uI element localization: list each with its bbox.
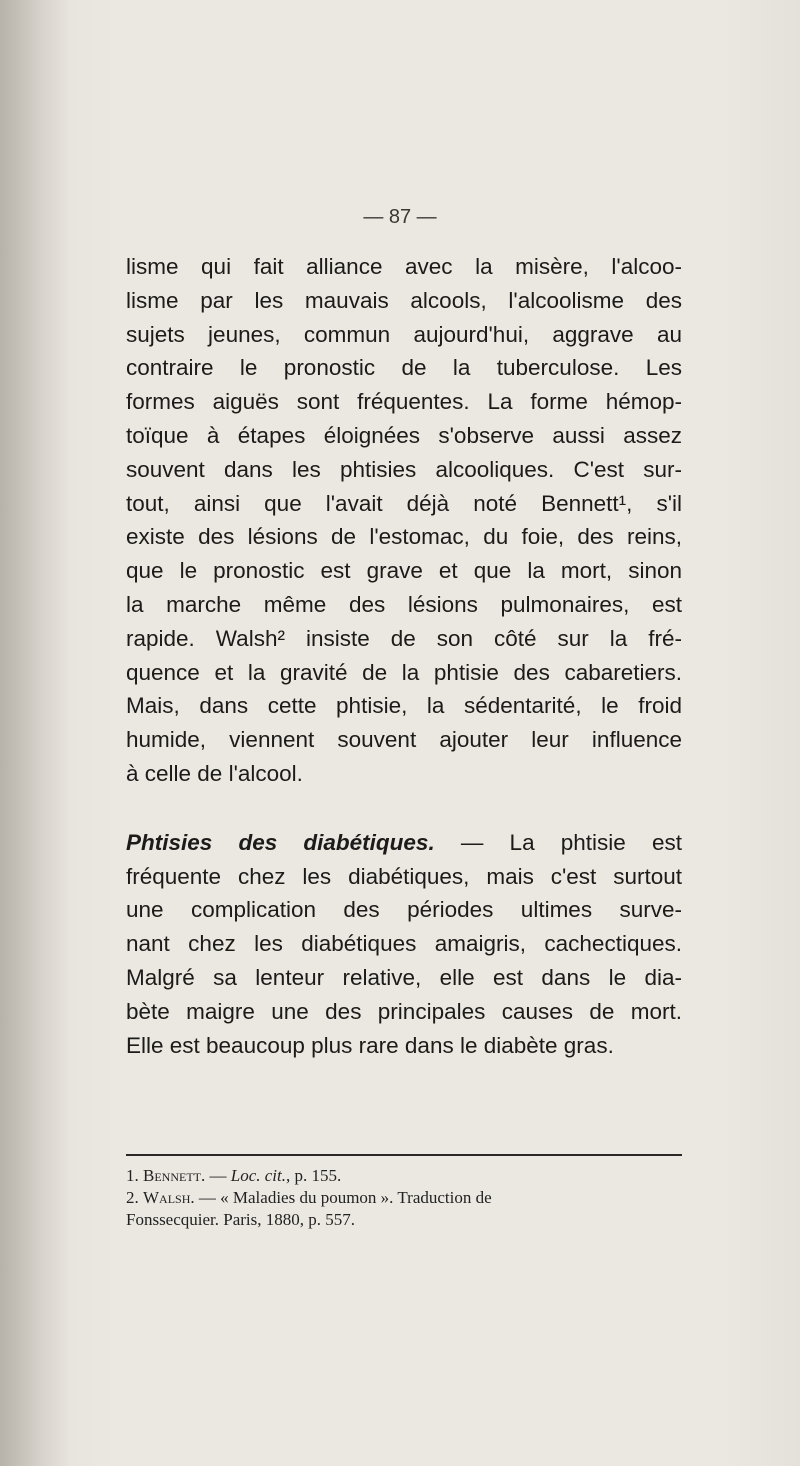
footnote-text: —: [205, 1166, 231, 1185]
text-line: à celle de l'alcool.: [126, 760, 303, 786]
footnotes: [126, 1165, 686, 1231]
footnote-text: , p. 155.: [286, 1166, 342, 1185]
paragraph-gap: [126, 791, 682, 826]
text-line: tout, ainsi que l'avait déjà noté Bennett¹, s'il: [126, 490, 682, 516]
text-line: rapide. Walsh² insiste de son côté sur la fré-: [126, 625, 682, 651]
text-line: la marche même des lésions pulmonaires, est: [126, 591, 682, 617]
footnote-number: 2.: [126, 1188, 139, 1207]
text-line: existe des lésions de l'estomac, du foie, des reins,: [126, 524, 682, 550]
text-line: contraire le pronostic de la tuberculose. Les: [126, 355, 682, 381]
text-line: toïque à étapes éloignées s'observe aussi assez: [126, 422, 682, 448]
footnote-rule: [126, 1154, 682, 1156]
text-line: formes aiguës sont fréquentes. La forme hémop-: [126, 389, 682, 415]
page-number: — 87 —: [363, 206, 437, 228]
text-line: que le pronostic est grave et que la mort, sinon: [126, 558, 682, 584]
footnote-author: Bennett.: [143, 1166, 206, 1185]
footnote-2: [126, 1187, 686, 1209]
text-line: fréquente chez les diabétiques, mais c'est surtout: [126, 863, 682, 889]
text-line: souvent dans les phtisies alcooliques. C'est sur-: [126, 456, 682, 482]
text-fragment: — La phtisie est: [434, 829, 682, 855]
footnote-number: 1.: [126, 1166, 139, 1185]
text-line: lisme par les mauvais alcools, l'alcoolisme des: [126, 287, 682, 313]
section-heading: Phtisies des diabétiques.: [126, 829, 435, 855]
text-line: quence et la gravité de la phtisie des cabaretiers.: [126, 659, 682, 685]
paragraph-diabetics: [126, 826, 682, 1063]
text-line-with-heading: [126, 826, 682, 860]
text-line: lisme qui fait alliance avec la misère, l'alcoo-: [126, 254, 682, 279]
footnote-1: [126, 1165, 686, 1187]
footnote-text: — « Maladies du poumon ». Traduction de: [194, 1188, 492, 1207]
text-line: bète maigre une des principales causes de mort.: [126, 998, 682, 1024]
paragraph-alcoholism: [126, 250, 682, 791]
text-line: nant chez les diabétiques amaigris, cachectiques.: [126, 931, 682, 957]
footnote-author: Walsh.: [143, 1188, 195, 1207]
text-line: humide, viennent souvent ajouter leur influence: [126, 727, 682, 753]
text-line: Malgré sa lenteur relative, elle est dans le dia-: [126, 964, 682, 990]
text-line: Elle est beaucoup plus rare dans le diabète gras.: [126, 1032, 614, 1058]
footnote-reference: Loc. cit.: [230, 1166, 286, 1185]
body-text: [126, 250, 682, 1062]
footnote-2-continuation: Fonssecquier. Paris, 1880, p. 557.: [126, 1210, 356, 1229]
text-line: Mais, dans cette phtisie, la sédentarité, le froid: [126, 693, 682, 719]
text-line: une complication des périodes ultimes surve-: [126, 897, 682, 923]
text-line: sujets jeunes, commun aujourd'hui, aggrave au: [126, 321, 682, 347]
